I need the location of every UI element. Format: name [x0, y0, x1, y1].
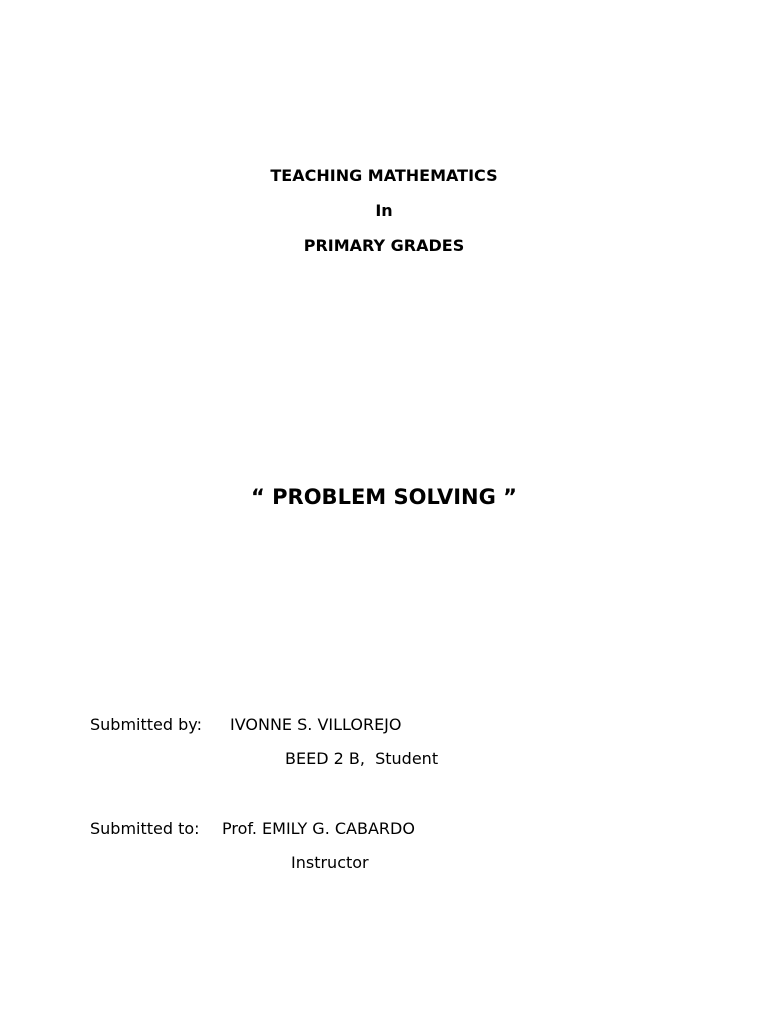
subject-title-line-3: PRIMARY GRADES	[303, 236, 465, 255]
subject-title-line-2: In	[375, 201, 393, 220]
submitted-to-detail: Instructor	[291, 853, 369, 872]
submitted-to-name: Prof. EMILY G. CABARDO	[222, 819, 415, 838]
submitted-to-label: Submitted to:	[90, 819, 200, 838]
submitted-by-name: IVONNE S. VILLOREJO	[230, 715, 402, 734]
main-title: “ PROBLEM SOLVING ”	[251, 485, 517, 509]
subject-title-line-1: TEACHING MATHEMATICS	[270, 166, 498, 185]
submitted-by-label: Submitted by:	[90, 715, 202, 734]
submitted-by-detail: BEED 2 B, Student	[285, 749, 439, 768]
